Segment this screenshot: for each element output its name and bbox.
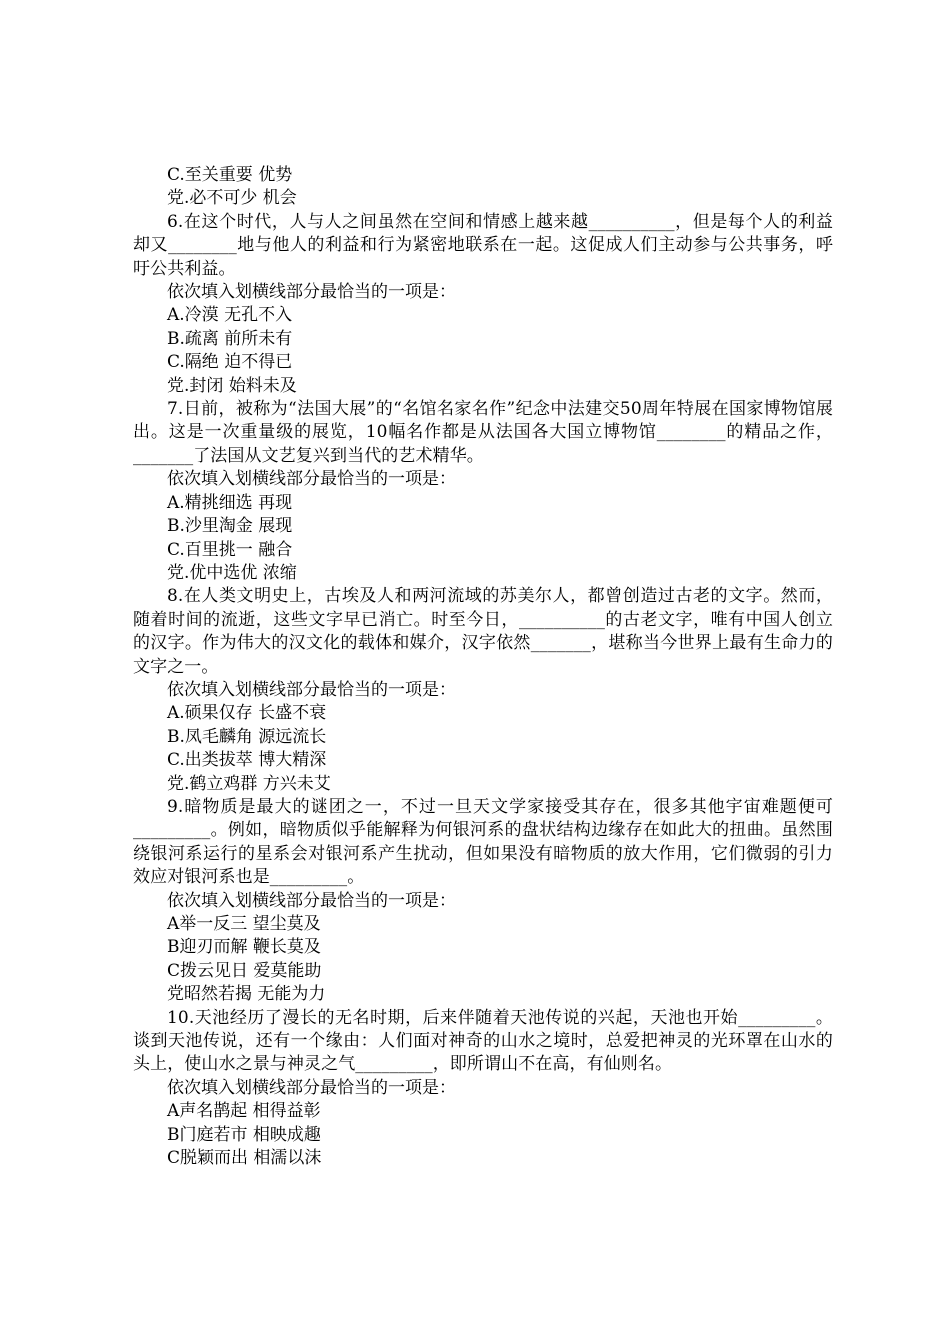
text-line: B.沙里淘金 展现 xyxy=(167,516,293,537)
text-line: C.至关重要 优势 xyxy=(167,165,293,185)
text-line: 党.优中选优 浓缩 xyxy=(167,562,297,583)
text-line: C脱颖而出 相濡以沫 xyxy=(167,1148,322,1169)
question-paragraph: 6.在这个时代，人与人之间虽然在空间和情感上越来越__________，但是每个人的利益却又________地与他人的利益和行为紧密地联系在一起。这促成人们主动参与公共事务，呼吁公共利益。 xyxy=(133,211,833,279)
document-page xyxy=(133,164,833,1170)
text-line: 党.鹤立鸡群 方兴未艾 xyxy=(167,773,331,794)
question-paragraph: 7.日前，被称为“法国大展”的“名馆名家名作”纪念中法建交50周年特展在国家博物馆展出。这是一次重量级的展览，10幅名作都是从法国各大国立博物馆________的精品之作，_______了法国从文艺复兴到当代的艺术精华。 xyxy=(133,399,833,466)
text-line: 依次填入划横线部分最恰当的一项是： xyxy=(167,469,456,490)
text-line: A声名鹊起 相得益彰 xyxy=(167,1101,321,1122)
question-paragraph: 9.暗物质是最大的谜团之一，不过一旦天文学家接受其存在，很多其他宇宙难题便可_________。例如，暗物质似乎能解释为何银河系的盘状结构边缘存在如此大的扭曲。虽然围绕银河系运行的星系会对银河系产生扰动，但如果没有暗物质的放大作用，它们微弱的引力效应对银河系也是_________。 xyxy=(133,796,833,888)
text-line: B.凤毛麟角 源远流长 xyxy=(167,726,327,747)
text-line: 依次填入划横线部分最恰当的一项是： xyxy=(167,282,456,303)
text-line: C.百里挑一 融合 xyxy=(167,539,293,560)
text-line: 依次填入划横线部分最恰当的一项是： xyxy=(167,679,456,700)
text-line: 党昭然若揭 无能为力 xyxy=(167,984,326,1005)
text-line: B门庭若市 相映成趣 xyxy=(167,1124,321,1145)
text-line: 依次填入划横线部分最恰当的一项是： xyxy=(167,1077,456,1098)
question-paragraph: 10.天池经历了漫长的无名时期，后来伴随着天池传说的兴起，天池也开始_________。谈到天池传说，还有一个缘由：人们面对神奇的山水之境时，总爱把神灵的光环罩在山水的头上，使山水之景与神灵之气_________，即所谓山不在高，有仙则名。 xyxy=(133,1007,833,1075)
text-line: A.精挑细选 再现 xyxy=(167,492,293,513)
text-line: 依次填入划横线部分最恰当的一项是： xyxy=(167,890,456,911)
text-line: B.疏离 前所未有 xyxy=(167,328,293,349)
text-line: A.硕果仅存 长盛不衰 xyxy=(167,703,327,724)
text-line: 党.必不可少 机会 xyxy=(167,188,297,209)
text-line: C.隔绝 迫不得已 xyxy=(167,352,293,373)
text-line: A.冷漠 无孔不入 xyxy=(167,305,293,326)
text-line: B迎刃而解 鞭长莫及 xyxy=(167,937,321,958)
text-line: 党.封闭 始料未及 xyxy=(167,375,297,396)
text-line: A举一反三 望尘莫及 xyxy=(167,914,321,934)
question-paragraph: 8.在人类文明史上，古埃及人和两河流域的苏美尔人，都曾创造过古老的文字。然而，随着时间的流逝，这些文字早已消亡。时至今日，__________的古老文字，唯有中国人创立的汉字。作为伟大的汉文化的载体和媒介，汉字依然_______，堪称当今世界上最有生命力的文字之一。 xyxy=(133,586,833,677)
text-line: C.出类拔萃 博大精深 xyxy=(167,750,327,771)
text-line: C拨云见日 爱莫能助 xyxy=(167,960,322,981)
